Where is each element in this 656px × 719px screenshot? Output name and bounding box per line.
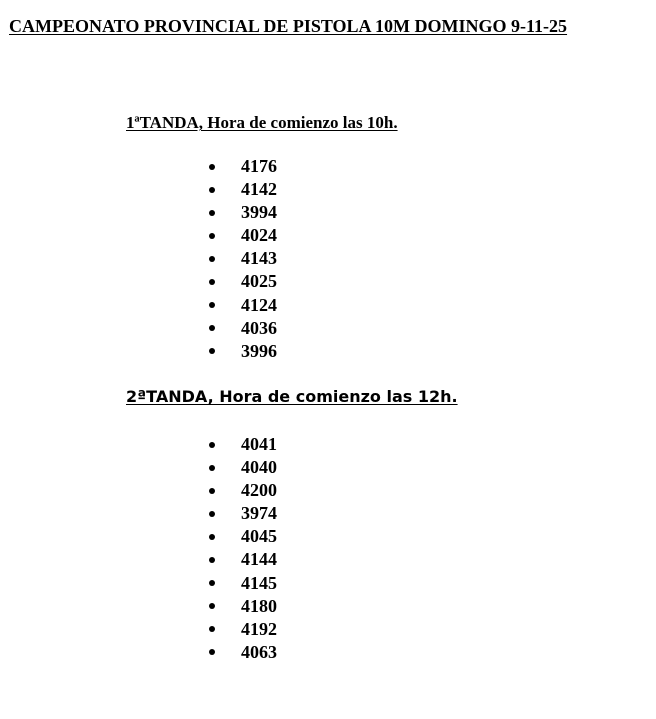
list-item-number: 4063 bbox=[241, 641, 277, 662]
list-item-number: 4041 bbox=[241, 434, 277, 454]
list-item bbox=[208, 155, 277, 178]
session-1-list bbox=[208, 155, 277, 363]
bullet-icon bbox=[209, 649, 215, 655]
list-item-number: 4200 bbox=[241, 480, 277, 501]
session-1-heading: 1ªTANDA, Hora de comienzo las 10h. bbox=[126, 113, 398, 132]
list-item-number: 4124 bbox=[241, 294, 277, 315]
bullet-icon bbox=[209, 302, 215, 308]
list-item bbox=[208, 525, 277, 548]
bullet-icon bbox=[209, 256, 215, 262]
list-item bbox=[208, 618, 277, 641]
list-item-number: 3994 bbox=[241, 202, 277, 223]
list-item bbox=[208, 317, 277, 340]
list-item-number: 4045 bbox=[241, 526, 277, 547]
bullet-icon bbox=[209, 279, 215, 285]
bullet-icon bbox=[209, 626, 215, 632]
list-item bbox=[208, 502, 277, 525]
list-item bbox=[208, 433, 277, 456]
list-item bbox=[208, 178, 277, 201]
list-item-number: 4025 bbox=[241, 271, 277, 292]
bullet-icon bbox=[209, 164, 215, 170]
list-item bbox=[208, 270, 277, 293]
list-item bbox=[208, 247, 277, 270]
list-item-number: 4180 bbox=[241, 595, 277, 616]
list-item bbox=[208, 456, 277, 479]
bullet-icon bbox=[209, 511, 215, 517]
bullet-icon bbox=[209, 325, 215, 331]
list-item bbox=[208, 548, 277, 571]
list-item bbox=[208, 224, 277, 247]
bullet-icon bbox=[209, 603, 215, 609]
bullet-icon bbox=[209, 187, 215, 193]
session-2-list bbox=[208, 433, 277, 664]
bullet-icon bbox=[209, 557, 215, 563]
list-item-number: 4142 bbox=[241, 179, 277, 200]
session-2-heading: 2ªTANDA, Hora de comienzo las 12h. bbox=[126, 387, 458, 406]
list-item-number: 4145 bbox=[241, 572, 277, 593]
list-item-number: 4024 bbox=[241, 225, 277, 246]
list-item-number: 4143 bbox=[241, 248, 277, 269]
list-item bbox=[208, 340, 277, 363]
list-item bbox=[208, 641, 277, 664]
bullet-icon bbox=[209, 488, 215, 494]
bullet-icon bbox=[209, 580, 215, 586]
list-item-number: 4036 bbox=[241, 317, 277, 338]
list-item-number: 3996 bbox=[241, 340, 277, 361]
list-item-number: 4144 bbox=[241, 549, 277, 570]
document-title: CAMPEONATO PROVINCIAL DE PISTOLA 10M DOMINGO 9-11-25 bbox=[9, 16, 568, 36]
list-item bbox=[208, 572, 277, 595]
bullet-icon bbox=[209, 465, 215, 471]
list-item bbox=[208, 201, 277, 224]
list-item bbox=[208, 479, 277, 502]
bullet-icon bbox=[209, 233, 215, 239]
list-item-number: 4040 bbox=[241, 457, 277, 478]
list-item-number: 3974 bbox=[241, 503, 277, 524]
list-item bbox=[208, 294, 277, 317]
list-item-number: 4176 bbox=[241, 156, 277, 176]
list-item-number: 4192 bbox=[241, 618, 277, 639]
bullet-icon bbox=[209, 442, 215, 448]
bullet-icon bbox=[209, 348, 215, 354]
bullet-icon bbox=[209, 534, 215, 540]
list-item bbox=[208, 595, 277, 618]
bullet-icon bbox=[209, 210, 215, 216]
